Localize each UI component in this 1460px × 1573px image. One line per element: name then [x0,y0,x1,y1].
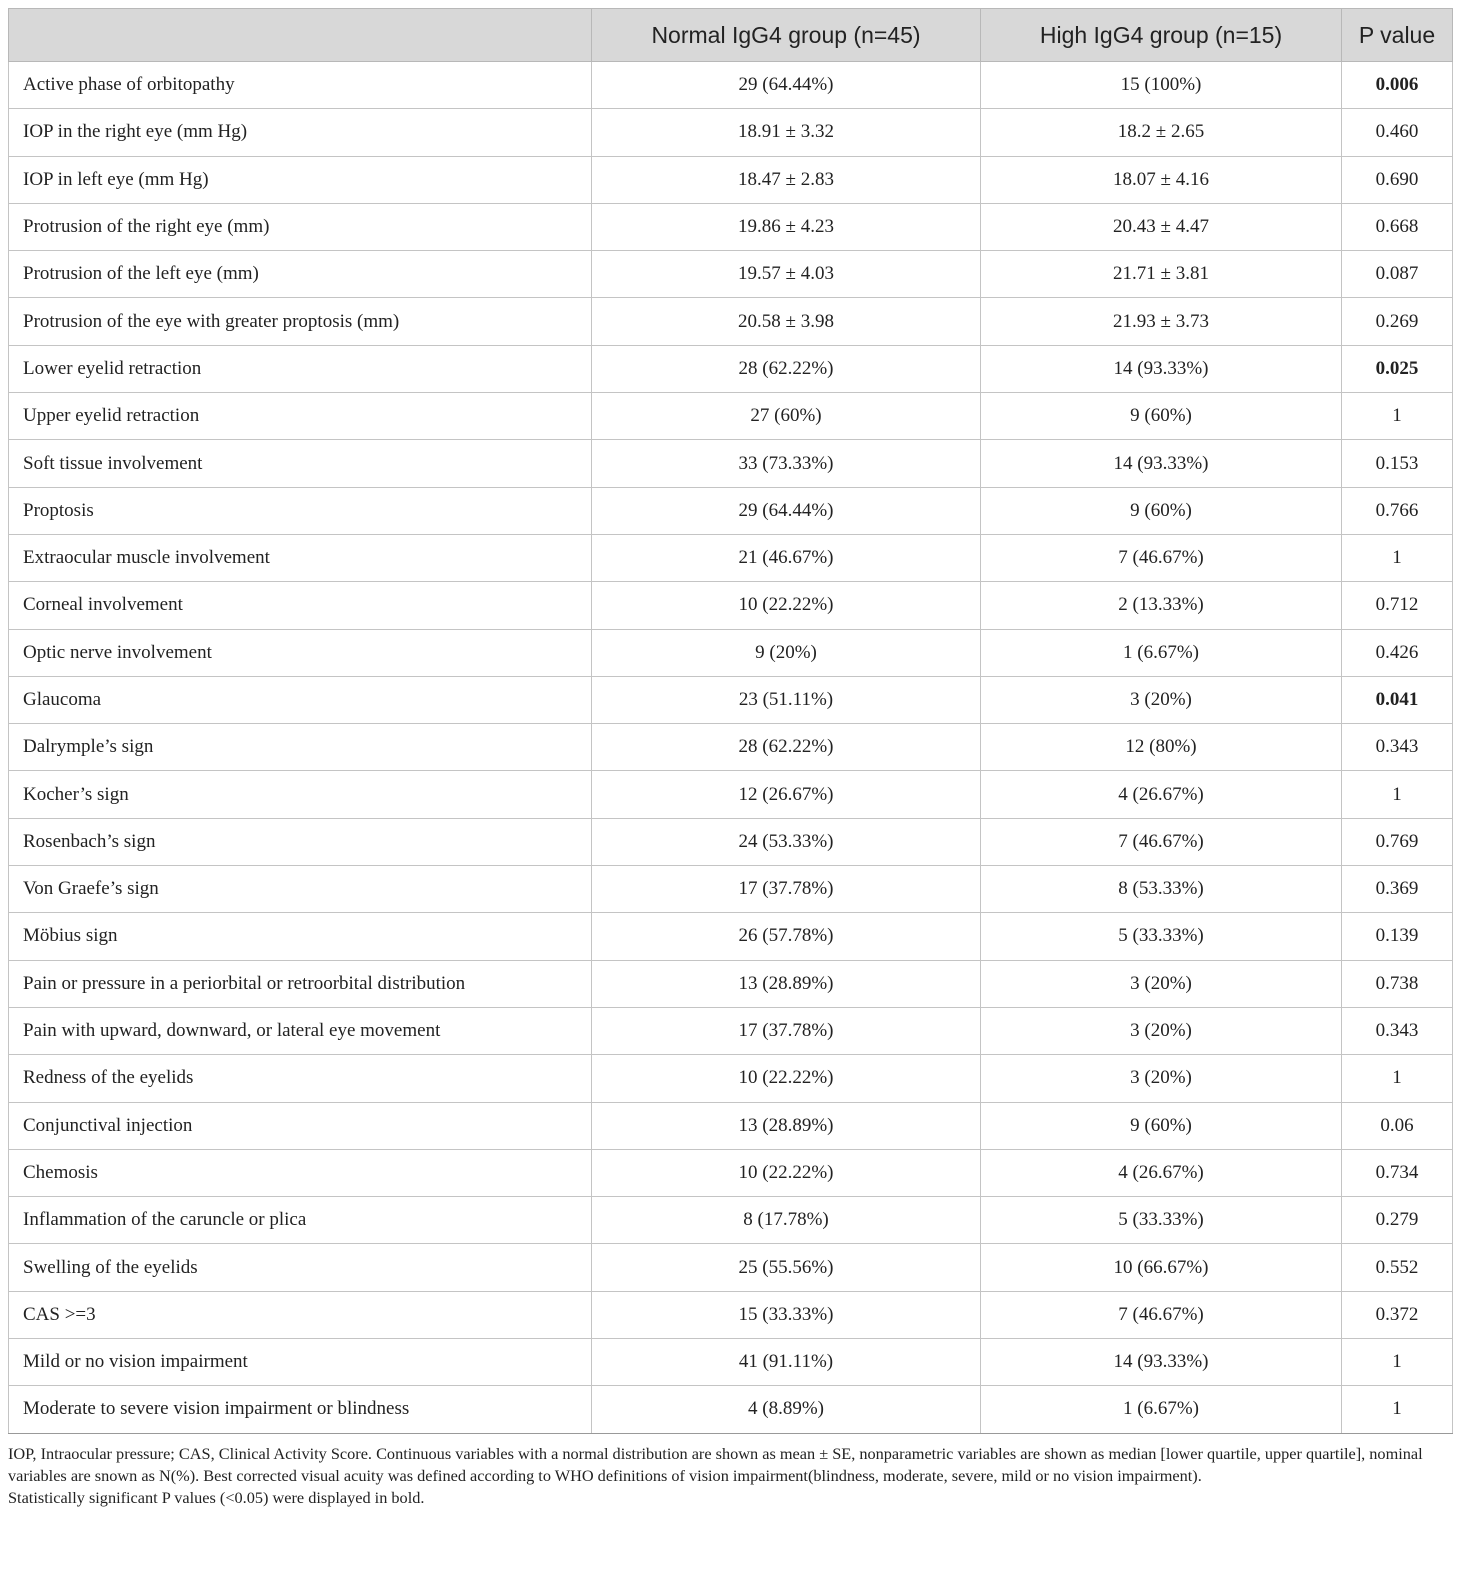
p-value: 0.06 [1342,1102,1453,1149]
high-igg4-value: 7 (46.67%) [981,1291,1342,1338]
table-row [9,203,1453,250]
high-igg4-value: 12 (80%) [981,724,1342,771]
high-igg4-value: 7 (46.67%) [981,534,1342,581]
high-igg4-value: 5 (33.33%) [981,913,1342,960]
high-igg4-value: 3 (20%) [981,960,1342,1007]
high-igg4-value: 14 (93.33%) [981,345,1342,392]
table-row [9,251,1453,298]
p-value: 0.690 [1342,156,1453,203]
row-label: Redness of the eyelids [9,1055,592,1102]
p-value: 1 [1342,393,1453,440]
table-header [9,9,1453,62]
normal-igg4-value: 21 (46.67%) [592,534,981,581]
normal-igg4-value: 29 (64.44%) [592,487,981,534]
footnote-abbreviations: IOP, Intraocular pressure; CAS, Clinical Activity Score. Continuous variables with a normal distribution are shown as mean ± SE, nonparametric variables are shown as median [lower quartile, upper quartile], nominal variables are snown as N(%). Best corrected visual acuity was defined according to WHO definitions of vision impairment(blindness, moderate, severe, mild or no vision impairment). [8,1443,1423,1485]
row-label: Möbius sign [9,913,592,960]
table-row [9,1386,1453,1433]
high-igg4-value: 18.2 ± 2.65 [981,109,1342,156]
row-label: IOP in left eye (mm Hg) [9,156,592,203]
normal-igg4-value: 12 (26.67%) [592,771,981,818]
p-value: 1 [1342,1055,1453,1102]
normal-igg4-value: 24 (53.33%) [592,818,981,865]
p-value: 0.139 [1342,913,1453,960]
normal-igg4-value: 13 (28.89%) [592,1102,981,1149]
high-igg4-value: 7 (46.67%) [981,818,1342,865]
table-row [9,1007,1453,1054]
header-p-value: P value [1342,9,1453,62]
normal-igg4-value: 20.58 ± 3.98 [592,298,981,345]
row-label: Moderate to severe vision impairment or blindness [9,1386,592,1433]
normal-igg4-value: 10 (22.22%) [592,1055,981,1102]
high-igg4-value: 3 (20%) [981,1007,1342,1054]
high-igg4-value: 1 (6.67%) [981,629,1342,676]
row-label: Lower eyelid retraction [9,345,592,392]
high-igg4-value: 21.93 ± 3.73 [981,298,1342,345]
high-igg4-value: 14 (93.33%) [981,1339,1342,1386]
high-igg4-value: 21.71 ± 3.81 [981,251,1342,298]
row-label: Optic nerve involvement [9,629,592,676]
p-value: 0.153 [1342,440,1453,487]
table-row [9,771,1453,818]
table-row [9,960,1453,1007]
p-value: 0.734 [1342,1149,1453,1196]
header-high-igg4-group: High IgG4 group (n=15) [981,9,1342,62]
normal-igg4-value: 25 (55.56%) [592,1244,981,1291]
normal-igg4-value: 10 (22.22%) [592,582,981,629]
p-value: 0.279 [1342,1197,1453,1244]
row-label: Conjunctival injection [9,1102,592,1149]
p-value: 0.006 [1342,62,1453,109]
row-label: Rosenbach’s sign [9,818,592,865]
table-row [9,582,1453,629]
p-value: 0.668 [1342,203,1453,250]
p-value: 1 [1342,771,1453,818]
row-label: Swelling of the eyelids [9,1244,592,1291]
row-label: Glaucoma [9,676,592,723]
high-igg4-value: 5 (33.33%) [981,1197,1342,1244]
high-igg4-value: 3 (20%) [981,1055,1342,1102]
row-label: Active phase of orbitopathy [9,62,592,109]
normal-igg4-value: 19.86 ± 4.23 [592,203,981,250]
p-value: 0.087 [1342,251,1453,298]
document [8,8,1452,1509]
header-variable [9,9,592,62]
row-label: Protrusion of the left eye (mm) [9,251,592,298]
normal-igg4-value: 19.57 ± 4.03 [592,251,981,298]
table-row [9,818,1453,865]
normal-igg4-value: 17 (37.78%) [592,866,981,913]
row-label: Pain with upward, downward, or lateral eye movement [9,1007,592,1054]
high-igg4-value: 15 (100%) [981,62,1342,109]
normal-igg4-value: 26 (57.78%) [592,913,981,960]
high-igg4-value: 10 (66.67%) [981,1244,1342,1291]
high-igg4-value: 4 (26.67%) [981,1149,1342,1196]
high-igg4-value: 9 (60%) [981,487,1342,534]
row-label: Mild or no vision impairment [9,1339,592,1386]
table-row [9,724,1453,771]
footnote-significance: Statistically significant P values (<0.05) were displayed in bold. [8,1487,425,1507]
row-label: Extraocular muscle involvement [9,534,592,581]
p-value: 1 [1342,1339,1453,1386]
high-igg4-value: 9 (60%) [981,1102,1342,1149]
row-label: Protrusion of the eye with greater proptosis (mm) [9,298,592,345]
table-row [9,866,1453,913]
high-igg4-value: 9 (60%) [981,393,1342,440]
p-value: 0.041 [1342,676,1453,723]
high-igg4-value: 2 (13.33%) [981,582,1342,629]
p-value: 0.552 [1342,1244,1453,1291]
table-row [9,1291,1453,1338]
table-row [9,913,1453,960]
high-igg4-value: 14 (93.33%) [981,440,1342,487]
normal-igg4-value: 13 (28.89%) [592,960,981,1007]
table-row [9,109,1453,156]
header-row [9,9,1453,62]
table-row [9,534,1453,581]
row-label: Upper eyelid retraction [9,393,592,440]
normal-igg4-value: 23 (51.11%) [592,676,981,723]
p-value: 0.738 [1342,960,1453,1007]
p-value: 0.269 [1342,298,1453,345]
p-value: 0.343 [1342,1007,1453,1054]
p-value: 0.369 [1342,866,1453,913]
normal-igg4-value: 27 (60%) [592,393,981,440]
row-label: Inflammation of the caruncle or plica [9,1197,592,1244]
table-body [9,62,1453,1434]
p-value: 0.766 [1342,487,1453,534]
table-row [9,487,1453,534]
high-igg4-value: 20.43 ± 4.47 [981,203,1342,250]
normal-igg4-value: 9 (20%) [592,629,981,676]
row-label: Kocher’s sign [9,771,592,818]
row-label: Soft tissue involvement [9,440,592,487]
high-igg4-value: 8 (53.33%) [981,866,1342,913]
normal-igg4-value: 15 (33.33%) [592,1291,981,1338]
p-value: 1 [1342,1386,1453,1433]
p-value: 0.712 [1342,582,1453,629]
table-row [9,1055,1453,1102]
row-label: IOP in the right eye (mm Hg) [9,109,592,156]
normal-igg4-value: 18.47 ± 2.83 [592,156,981,203]
p-value: 0.025 [1342,345,1453,392]
row-label: Von Graefe’s sign [9,866,592,913]
normal-igg4-value: 8 (17.78%) [592,1197,981,1244]
p-value: 0.769 [1342,818,1453,865]
table-row [9,298,1453,345]
normal-igg4-value: 18.91 ± 3.32 [592,109,981,156]
normal-igg4-value: 41 (91.11%) [592,1339,981,1386]
table-row [9,676,1453,723]
p-value: 0.460 [1342,109,1453,156]
table-footnote [8,1443,1452,1509]
high-igg4-value: 18.07 ± 4.16 [981,156,1342,203]
table-row [9,440,1453,487]
high-igg4-value: 4 (26.67%) [981,771,1342,818]
normal-igg4-value: 28 (62.22%) [592,345,981,392]
normal-igg4-value: 28 (62.22%) [592,724,981,771]
table-row [9,1339,1453,1386]
table-row [9,62,1453,109]
p-value: 0.426 [1342,629,1453,676]
header-normal-igg4-group: Normal IgG4 group (n=45) [592,9,981,62]
table-row [9,156,1453,203]
high-igg4-value: 3 (20%) [981,676,1342,723]
results-table [8,8,1453,1434]
row-label: Dalrymple’s sign [9,724,592,771]
row-label: CAS >=3 [9,1291,592,1338]
table-row [9,1244,1453,1291]
normal-igg4-value: 29 (64.44%) [592,62,981,109]
row-label: Pain or pressure in a periorbital or retroorbital distribution [9,960,592,1007]
p-value: 0.343 [1342,724,1453,771]
normal-igg4-value: 10 (22.22%) [592,1149,981,1196]
table-row [9,1102,1453,1149]
row-label: Proptosis [9,487,592,534]
normal-igg4-value: 17 (37.78%) [592,1007,981,1054]
table-row [9,629,1453,676]
p-value: 0.372 [1342,1291,1453,1338]
high-igg4-value: 1 (6.67%) [981,1386,1342,1433]
table-row [9,393,1453,440]
p-value: 1 [1342,534,1453,581]
normal-igg4-value: 33 (73.33%) [592,440,981,487]
row-label: Corneal involvement [9,582,592,629]
table-row [9,345,1453,392]
row-label: Protrusion of the right eye (mm) [9,203,592,250]
row-label: Chemosis [9,1149,592,1196]
table-row [9,1149,1453,1196]
normal-igg4-value: 4 (8.89%) [592,1386,981,1433]
table-row [9,1197,1453,1244]
